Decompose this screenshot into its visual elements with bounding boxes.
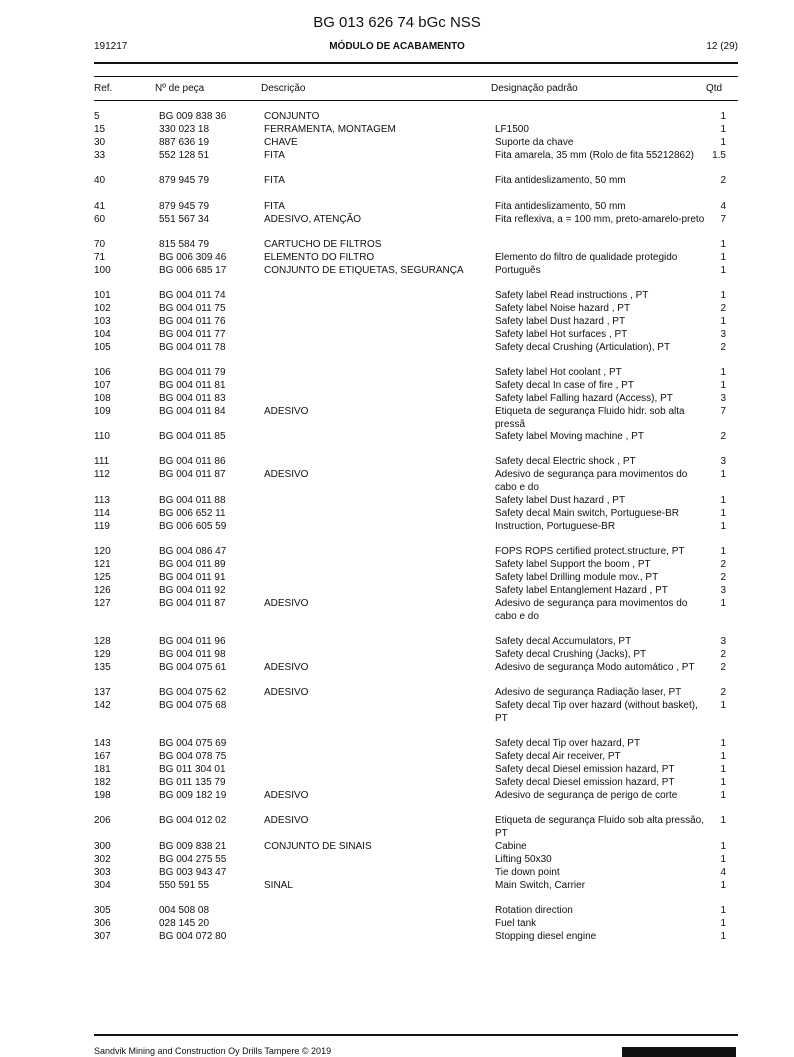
ref-cell: 71	[94, 252, 106, 263]
table-row	[0, 751, 794, 764]
standard-designation-cell: FOPS ROPS certified protect.structure, PT	[495, 546, 685, 557]
quantity-cell: 1	[720, 841, 726, 852]
quantity-cell: 1	[720, 316, 726, 327]
ref-cell: 113	[94, 495, 110, 506]
quantity-cell: 1	[720, 905, 726, 916]
ref-cell: 167	[94, 751, 111, 762]
ref-cell: 5	[94, 111, 100, 122]
table-row	[0, 687, 794, 700]
table-row	[0, 380, 794, 393]
ref-cell: 128	[94, 636, 111, 647]
table-row	[0, 815, 794, 840]
standard-designation-cell: Fuel tank	[495, 918, 537, 929]
quantity-cell: 1	[720, 252, 726, 263]
quantity-cell: 1	[720, 239, 726, 250]
ref-cell: 107	[94, 380, 111, 391]
ref-cell: 304	[94, 880, 111, 891]
part-number-cell: BG 004 275 55	[159, 854, 227, 865]
standard-designation-cell: Etiqueta de segurança Fluido sob alta pressão, PT	[495, 815, 705, 839]
table-row	[0, 598, 794, 623]
ref-cell: 100	[94, 265, 111, 276]
column-header-description: Descrição	[261, 83, 306, 94]
quantity-cell: 1	[720, 469, 726, 480]
description-cell: CONJUNTO DE ETIQUETAS, SEGURANÇA	[264, 265, 464, 276]
table-row	[0, 201, 794, 214]
part-number-cell: BG 004 011 76	[159, 316, 226, 327]
table-row	[0, 777, 794, 790]
ref-cell: 206	[94, 815, 111, 826]
table-row	[0, 700, 794, 725]
standard-designation-cell: Português	[495, 265, 541, 276]
standard-designation-cell: Safety decal Crushing (Articulation), PT	[495, 342, 671, 353]
part-number-cell: BG 004 011 88	[159, 495, 226, 506]
standard-designation-cell: Stopping diesel engine	[495, 931, 597, 942]
standard-designation-cell: Safety label Dust hazard , PT	[495, 316, 626, 327]
table-row	[0, 150, 794, 175]
table-row	[0, 469, 794, 494]
part-number-cell: BG 006 685 17	[159, 265, 227, 276]
quantity-cell: 1	[720, 815, 726, 826]
ref-cell: 121	[94, 559, 111, 570]
part-number-cell: BG 004 011 84	[159, 406, 226, 417]
quantity-cell: 1	[720, 495, 726, 506]
standard-designation-cell: Elemento do filtro de qualidade protegido	[495, 252, 678, 263]
part-number-cell: BG 004 072 80	[159, 931, 227, 942]
part-number-cell: BG 004 011 98	[159, 649, 226, 660]
table-row	[0, 265, 794, 278]
part-number-cell: BG 004 011 87	[159, 598, 226, 609]
part-number-cell: BG 004 011 86	[159, 456, 226, 467]
quantity-cell: 1	[720, 854, 726, 865]
part-number-cell: BG 009 182 19	[159, 790, 227, 801]
part-number-cell: BG 004 086 47	[159, 546, 227, 557]
standard-designation-cell: Safety decal Main switch, Portuguese-BR	[495, 508, 679, 519]
quantity-cell: 1.5	[712, 150, 726, 161]
ref-cell: 307	[94, 931, 111, 942]
description-cell: ADESIVO	[264, 815, 309, 826]
part-number-cell: BG 004 011 89	[159, 559, 226, 570]
table-row	[0, 290, 794, 303]
part-number-cell: BG 006 652 11	[159, 508, 226, 519]
quantity-cell: 1	[720, 700, 726, 711]
ref-cell: 126	[94, 585, 111, 596]
quantity-cell: 2	[720, 559, 726, 570]
standard-designation-cell: Safety label Noise hazard , PT	[495, 303, 631, 314]
part-number-cell: BG 004 011 74	[159, 290, 226, 301]
standard-designation-cell: Cabine	[495, 841, 527, 852]
table-row	[0, 918, 794, 931]
part-number-cell: BG 004 011 92	[159, 585, 226, 596]
part-number-cell: BG 006 309 46	[159, 252, 227, 263]
standard-designation-cell: Safety decal Air receiver, PT	[495, 751, 621, 762]
part-number-cell: 028 145 20	[159, 918, 210, 929]
standard-designation-cell: Adesivo de segurança Radiação laser, PT	[495, 687, 682, 698]
table-row	[0, 342, 794, 355]
quantity-cell: 2	[720, 649, 726, 660]
standard-designation-cell: Etiqueta de segurança Fluido hidr. sob alta pressã	[495, 406, 685, 430]
part-number-cell: 004 508 08	[159, 905, 210, 916]
description-cell: SINAL	[264, 880, 293, 891]
ref-cell: 119	[94, 521, 110, 532]
ref-cell: 135	[94, 662, 111, 673]
standard-designation-cell: Safety decal Accumulators, PT	[495, 636, 632, 647]
ref-cell: 106	[94, 367, 111, 378]
part-number-cell: BG 009 838 36	[159, 111, 227, 122]
table-row	[0, 111, 794, 124]
part-number-cell: 815 584 79	[159, 239, 210, 250]
ref-cell: 125	[94, 572, 111, 583]
quantity-cell: 4	[720, 867, 726, 878]
standard-designation-cell: Adesivo de segurança para movimentos do cabo e do	[495, 469, 688, 493]
ref-cell: 120	[94, 546, 111, 557]
standard-designation-cell: Safety decal In case of fire , PT	[495, 380, 634, 391]
quantity-cell: 1	[720, 598, 726, 609]
quantity-cell: 2	[720, 342, 726, 353]
ref-cell: 114	[94, 508, 110, 519]
table-row	[0, 931, 794, 944]
standard-designation-cell: Tie down point	[495, 867, 560, 878]
footer-rule	[94, 1034, 738, 1036]
quantity-cell: 3	[720, 636, 726, 647]
standard-designation-cell: Safety label Moving machine , PT	[495, 431, 644, 442]
standard-designation-cell: Fita amarela, 35 mm (Rolo de fita 55212862)	[495, 150, 694, 161]
part-number-cell: BG 004 075 69	[159, 738, 227, 749]
standard-designation-cell: Safety label Drilling module mov., PT	[495, 572, 659, 583]
ref-cell: 182	[94, 777, 111, 788]
part-number-cell: BG 004 011 83	[159, 393, 226, 404]
part-number-cell: BG 004 075 68	[159, 700, 227, 711]
standard-designation-cell: Adesivo de segurança para movimentos do cabo e do	[495, 598, 688, 622]
quantity-cell: 7	[720, 214, 726, 225]
quantity-cell: 1	[720, 751, 726, 762]
standard-designation-cell: Safety label Read instructions , PT	[495, 290, 649, 301]
part-number-cell: BG 003 943 47	[159, 867, 227, 878]
part-number-cell: BG 004 011 78	[159, 342, 226, 353]
quantity-cell: 3	[720, 456, 726, 467]
part-number-cell: BG 004 075 61	[159, 662, 227, 673]
table-row	[0, 495, 794, 508]
part-number-cell: BG 004 011 87	[159, 469, 226, 480]
description-cell: ADESIVO	[264, 790, 309, 801]
column-header-top-rule	[94, 76, 738, 77]
standard-designation-cell: Safety label Support the boom , PT	[495, 559, 651, 570]
quantity-cell: 1	[720, 137, 726, 148]
table-row	[0, 175, 794, 188]
ref-cell: 129	[94, 649, 111, 660]
column-header-qty: Qtd	[706, 83, 723, 94]
description-cell: CONJUNTO	[264, 111, 320, 122]
document-date: 191217	[94, 41, 128, 52]
table-row	[0, 636, 794, 649]
ref-cell: 104	[94, 329, 111, 340]
ref-cell: 112	[94, 469, 110, 480]
part-number-cell: BG 004 011 91	[159, 572, 226, 583]
table-row	[0, 585, 794, 598]
ref-cell: 137	[94, 687, 111, 698]
quantity-cell: 1	[720, 124, 726, 135]
ref-cell: 302	[94, 854, 111, 865]
part-number-cell: BG 004 012 02	[159, 815, 227, 826]
column-header-bottom-rule	[94, 100, 738, 101]
standard-designation-cell: Fita reflexiva, a = 100 mm, preto-amarelo-preto	[495, 214, 705, 225]
table-row	[0, 546, 794, 559]
quantity-cell: 1	[720, 931, 726, 942]
ref-cell: 181	[94, 764, 111, 775]
quantity-cell: 3	[720, 393, 726, 404]
description-cell: ADESIVO	[264, 687, 309, 698]
table-row	[0, 456, 794, 469]
table-row	[0, 137, 794, 150]
quantity-cell: 2	[720, 572, 726, 583]
standard-designation-cell: Main Switch, Carrier	[495, 880, 586, 891]
table-row	[0, 406, 794, 431]
standard-designation-cell: Safety decal Crushing (Jacks), PT	[495, 649, 647, 660]
description-cell: ADESIVO	[264, 662, 309, 673]
standard-designation-cell: Adesivo de segurança de perigo de corte	[495, 790, 678, 801]
standard-designation-cell: Safety decal Diesel emission hazard, PT	[495, 764, 675, 775]
table-row	[0, 367, 794, 380]
ref-cell: 198	[94, 790, 111, 801]
table-row	[0, 393, 794, 406]
part-number-cell: BG 004 078 75	[159, 751, 227, 762]
part-number-cell: BG 004 011 96	[159, 636, 226, 647]
standard-designation-cell: Safety decal Diesel emission hazard, PT	[495, 777, 675, 788]
ref-cell: 111	[94, 456, 110, 467]
description-cell: CHAVE	[264, 137, 298, 148]
quantity-cell: 1	[720, 290, 726, 301]
ref-cell: 300	[94, 841, 111, 852]
part-number-cell: 879 945 79	[159, 201, 210, 212]
quantity-cell: 1	[720, 265, 726, 276]
part-number-cell: 330 023 18	[159, 124, 210, 135]
table-row	[0, 214, 794, 239]
description-cell: ELEMENTO DO FILTRO	[264, 252, 375, 263]
ref-cell: 305	[94, 905, 111, 916]
part-number-cell: 879 945 79	[159, 175, 210, 186]
column-header-standard: Designação padrão	[491, 83, 578, 94]
ref-cell: 110	[94, 431, 110, 442]
description-cell: ADESIVO	[264, 469, 309, 480]
quantity-cell: 1	[720, 738, 726, 749]
quantity-cell: 2	[720, 687, 726, 698]
table-row	[0, 662, 794, 687]
quantity-cell: 1	[720, 790, 726, 801]
quantity-cell: 1	[720, 367, 726, 378]
table-row	[0, 880, 794, 893]
quantity-cell: 1	[720, 111, 726, 122]
table-row	[0, 521, 794, 534]
standard-designation-cell: Safety decal Electric shock , PT	[495, 456, 636, 467]
table-row	[0, 508, 794, 521]
table-row	[0, 239, 794, 252]
standard-designation-cell: Safety decal Tip over hazard (without basket), PT	[495, 700, 698, 724]
ref-cell: 70	[94, 239, 106, 250]
description-cell: CONJUNTO DE SINAIS	[264, 841, 372, 852]
quantity-cell: 2	[720, 303, 726, 314]
part-number-cell: BG 009 838 21	[159, 841, 227, 852]
standard-designation-cell: Safety label Entanglement Hazard , PT	[495, 585, 668, 596]
page-number: 12 (29)	[706, 41, 738, 52]
ref-cell: 102	[94, 303, 111, 314]
quantity-cell: 3	[720, 585, 726, 596]
ref-cell: 105	[94, 342, 111, 353]
document-title: BG 013 626 74 bGc NSS	[313, 14, 481, 31]
quantity-cell: 2	[720, 662, 726, 673]
ref-cell: 41	[94, 201, 106, 212]
part-number-cell: 550 591 55	[159, 880, 210, 891]
description-cell: ADESIVO	[264, 598, 309, 609]
part-number-cell: BG 004 011 81	[159, 380, 226, 391]
part-number-cell: 887 636 19	[159, 137, 210, 148]
standard-designation-cell: Fita antideslizamento, 50 mm	[495, 201, 626, 212]
quantity-cell: 1	[720, 777, 726, 788]
quantity-cell: 1	[720, 508, 726, 519]
table-row	[0, 329, 794, 342]
standard-designation-cell: Safety label Hot coolant , PT	[495, 367, 622, 378]
table-row	[0, 649, 794, 662]
standard-designation-cell: Fita antideslizamento, 50 mm	[495, 175, 626, 186]
part-number-cell: BG 004 011 75	[159, 303, 226, 314]
ref-cell: 30	[94, 137, 106, 148]
ref-cell: 303	[94, 867, 111, 878]
table-row	[0, 841, 794, 854]
quantity-cell: 1	[720, 918, 726, 929]
table-row	[0, 316, 794, 329]
standard-designation-cell: Rotation direction	[495, 905, 573, 916]
standard-designation-cell: Adesivo de segurança Modo automático , PT	[495, 662, 695, 673]
ref-cell: 33	[94, 150, 106, 161]
part-number-cell: BG 004 011 79	[159, 367, 226, 378]
table-row	[0, 905, 794, 918]
ref-cell: 108	[94, 393, 111, 404]
quantity-cell: 2	[720, 431, 726, 442]
ref-cell: 103	[94, 316, 111, 327]
table-row	[0, 867, 794, 880]
table-row	[0, 854, 794, 867]
standard-designation-cell: Safety label Falling hazard (Access), PT	[495, 393, 673, 404]
part-number-cell: BG 004 011 85	[159, 431, 226, 442]
ref-cell: 40	[94, 175, 106, 186]
ref-cell: 127	[94, 598, 111, 609]
table-row	[0, 124, 794, 137]
part-number-cell: BG 011 304 01	[159, 764, 226, 775]
description-cell: FITA	[264, 150, 285, 161]
ref-cell: 15	[94, 124, 106, 135]
standard-designation-cell: Safety label Dust hazard , PT	[495, 495, 626, 506]
quantity-cell: 3	[720, 329, 726, 340]
description-cell: ADESIVO, ATENÇÃO	[264, 214, 362, 225]
quantity-cell: 1	[720, 546, 726, 557]
quantity-cell: 1	[720, 880, 726, 891]
column-header-part: Nº de peça	[155, 83, 205, 94]
ref-cell: 101	[94, 290, 111, 301]
table-row	[0, 252, 794, 265]
quantity-cell: 1	[720, 380, 726, 391]
part-number-cell: BG 011 135 79	[159, 777, 226, 788]
quantity-cell: 4	[720, 201, 726, 212]
table-row	[0, 559, 794, 572]
quantity-cell: 2	[720, 175, 726, 186]
table-row	[0, 431, 794, 444]
company-logo	[622, 1047, 736, 1057]
footer-copyright: Sandvik Mining and Construction Oy Drills Tampere © 2019	[94, 1046, 332, 1056]
description-cell: FITA	[264, 175, 285, 186]
ref-cell: 143	[94, 738, 111, 749]
part-number-cell: 551 567 34	[159, 214, 210, 225]
standard-designation-cell: Instruction, Portuguese-BR	[495, 521, 616, 532]
part-number-cell: BG 004 011 77	[159, 329, 226, 340]
table-row	[0, 738, 794, 751]
table-row	[0, 572, 794, 585]
part-number-cell: BG 004 075 62	[159, 687, 227, 698]
quantity-cell: 1	[720, 521, 726, 532]
quantity-cell: 7	[720, 406, 726, 417]
header-rule	[94, 62, 738, 64]
description-cell: FERRAMENTA, MONTAGEM	[264, 124, 396, 135]
quantity-cell: 1	[720, 764, 726, 775]
description-cell: ADESIVO	[264, 406, 309, 417]
table-row	[0, 303, 794, 316]
part-number-cell: 552 128 51	[159, 150, 210, 161]
part-number-cell: BG 006 605 59	[159, 521, 227, 532]
ref-cell: 142	[94, 700, 111, 711]
description-cell: CARTUCHO DE FILTROS	[264, 239, 382, 250]
column-header-ref: Ref.	[94, 83, 113, 94]
table-row	[0, 790, 794, 803]
ref-cell: 109	[94, 406, 111, 417]
standard-designation-cell: Safety decal Tip over hazard, PT	[495, 738, 641, 749]
standard-designation-cell: Lifting 50x30	[495, 854, 552, 865]
section-title: MÓDULO DE ACABAMENTO	[329, 41, 465, 52]
ref-cell: 60	[94, 214, 106, 225]
standard-designation-cell: Safety label Hot surfaces , PT	[495, 329, 628, 340]
description-cell: FITA	[264, 201, 285, 212]
standard-designation-cell: LF1500	[495, 124, 529, 135]
ref-cell: 306	[94, 918, 111, 929]
standard-designation-cell: Suporte da chave	[495, 137, 574, 148]
table-row	[0, 764, 794, 777]
